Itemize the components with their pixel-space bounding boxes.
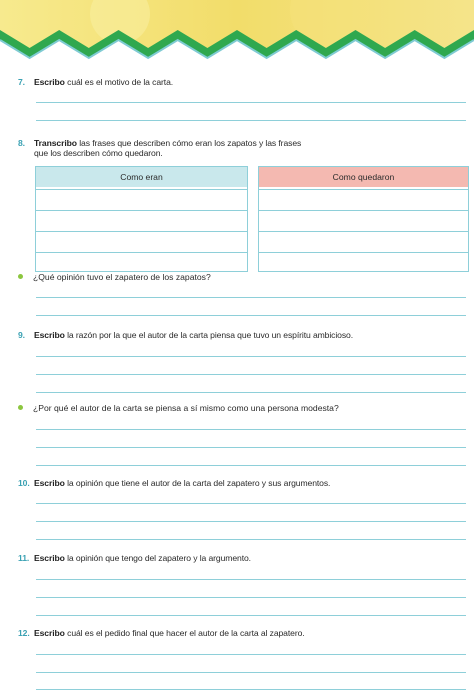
answer-line[interactable]	[36, 356, 466, 357]
answer-line[interactable]	[36, 102, 466, 103]
answer-line[interactable]	[36, 429, 466, 430]
answer-line[interactable]	[36, 297, 466, 298]
table-header-como-eran: Como eran	[36, 167, 247, 187]
answer-line[interactable]	[36, 539, 466, 540]
bullet-question-1	[18, 272, 211, 283]
answer-line[interactable]	[36, 465, 466, 466]
answer-line[interactable]	[36, 120, 466, 121]
answer-line[interactable]	[36, 447, 466, 448]
question-text: cuál es el motivo de la carta.	[67, 77, 174, 87]
bullet-icon	[18, 274, 23, 279]
answer-line[interactable]	[36, 392, 466, 393]
answer-line[interactable]	[36, 503, 466, 504]
question-8-continuation: que los describen cómo quedaron.	[34, 148, 163, 158]
table-cell[interactable]	[36, 210, 247, 229]
answer-line[interactable]	[36, 315, 466, 316]
question-12	[18, 628, 305, 639]
question-verb: Escribo	[34, 330, 65, 340]
question-verb: Escribo	[34, 77, 65, 87]
question-9	[18, 330, 353, 341]
question-text: la razón por la que el autor de la carta piensa que tuvo un espíritu ambicioso.	[67, 330, 354, 340]
question-number: 11.	[18, 553, 30, 563]
zigzag-banner-graphic	[0, 0, 474, 60]
table-como-quedaron	[258, 166, 469, 272]
question-number: 9.	[18, 330, 25, 340]
table-cell[interactable]	[259, 210, 468, 229]
bullet-question-2	[18, 403, 339, 414]
bullet-text: ¿Qué opinión tuvo el zapatero de los zapatos?	[33, 272, 211, 282]
question-number: 12.	[18, 628, 30, 638]
question-text: la opinión que tiene el autor de la carta del zapatero y sus argumentos.	[67, 478, 331, 488]
table-cell[interactable]	[259, 231, 468, 250]
answer-line[interactable]	[36, 597, 466, 598]
bullet-icon	[18, 405, 23, 410]
answer-line[interactable]	[36, 374, 466, 375]
header-banner	[0, 0, 474, 60]
question-number: 7.	[18, 77, 25, 87]
question-number: 8.	[18, 138, 25, 148]
answer-line[interactable]	[36, 521, 466, 522]
question-verb: Transcribo	[34, 138, 77, 148]
table-cell[interactable]	[36, 189, 247, 208]
question-number: 10.	[18, 478, 30, 488]
table-cell[interactable]	[259, 252, 468, 271]
question-11	[18, 553, 251, 564]
question-text: la opinión que tengo del zapatero y la argumento.	[67, 553, 251, 563]
answer-line[interactable]	[36, 689, 466, 690]
question-text: las frases que describen cómo eran los zapatos y las frases	[79, 138, 302, 148]
answer-line[interactable]	[36, 654, 466, 655]
table-cell[interactable]	[259, 189, 468, 208]
answer-line[interactable]	[36, 579, 466, 580]
question-verb: Escribo	[34, 478, 65, 488]
answer-line[interactable]	[36, 615, 466, 616]
bullet-text: ¿Por qué el autor de la carta se piensa a sí mismo como una persona modesta?	[33, 403, 339, 413]
table-como-eran	[35, 166, 248, 272]
table-header-como-quedaron: Como quedaron	[259, 167, 468, 187]
question-10	[18, 478, 330, 489]
question-verb: Escribo	[34, 553, 65, 563]
table-cell[interactable]	[36, 252, 247, 271]
question-text: cuál es el pedido final que hacer el autor de la carta al zapatero.	[67, 628, 305, 638]
question-verb: Escribo	[34, 628, 65, 638]
table-cell[interactable]	[36, 231, 247, 250]
question-7	[18, 77, 173, 88]
answer-line[interactable]	[36, 672, 466, 673]
